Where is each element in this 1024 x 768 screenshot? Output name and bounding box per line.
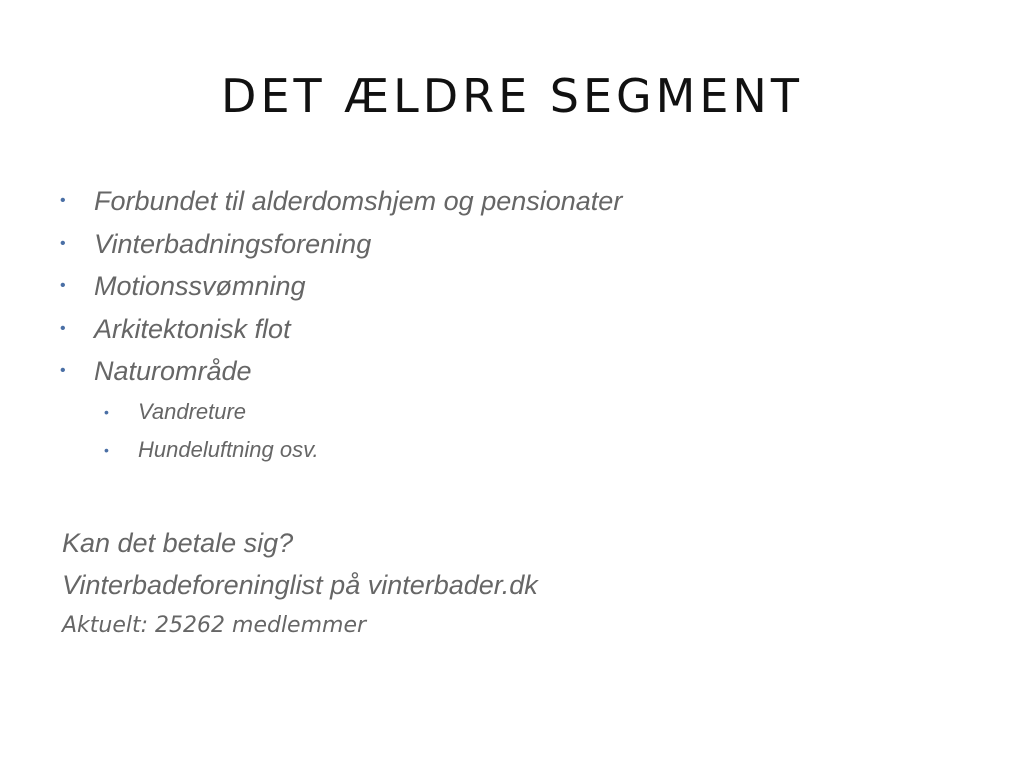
bullet-item — [60, 180, 960, 223]
bullet-text: Vinterbadningsforening — [94, 228, 372, 259]
question-line: Kan det betale sig? — [62, 528, 294, 558]
source-line: Vinterbadeforeninglist på vinterbader.dk — [62, 570, 538, 600]
sub-bullet-text: Vandreture — [138, 398, 247, 424]
bullet-dot-icon: • — [104, 403, 109, 420]
bullet-item — [60, 350, 960, 393]
bullet-text: Motionssvømning — [94, 271, 306, 301]
bullet-dot-icon: • — [60, 192, 66, 209]
bullet-dot-icon: • — [60, 234, 66, 252]
member-count-line: Aktuelt: 25262 medlemmer — [62, 613, 367, 638]
sub-bullet-list — [60, 393, 960, 469]
bullet-text: Forbundet til alderdomshjem og pensionater — [94, 186, 623, 216]
bullet-list — [60, 180, 960, 469]
sub-bullet-item — [104, 431, 960, 469]
bullet-dot-icon: • — [104, 441, 109, 458]
bullet-dot-icon: • — [60, 277, 66, 294]
sub-bullet-text: Hundeluftning osv. — [138, 436, 319, 462]
bullet-text: Arkitektonisk flot — [94, 313, 291, 344]
slide-title: DET ÆLDRE SEGMENT — [221, 69, 803, 123]
bullet-text: Naturområde — [94, 356, 252, 386]
closing-text-block — [62, 522, 962, 646]
bullet-dot-icon: • — [60, 362, 66, 379]
bullet-dot-icon: • — [60, 319, 66, 337]
sub-bullet-item — [104, 393, 960, 431]
bullet-item — [60, 223, 960, 266]
sub-bullet-group — [60, 393, 960, 469]
bullet-item — [60, 265, 960, 308]
bullet-item — [60, 308, 960, 351]
